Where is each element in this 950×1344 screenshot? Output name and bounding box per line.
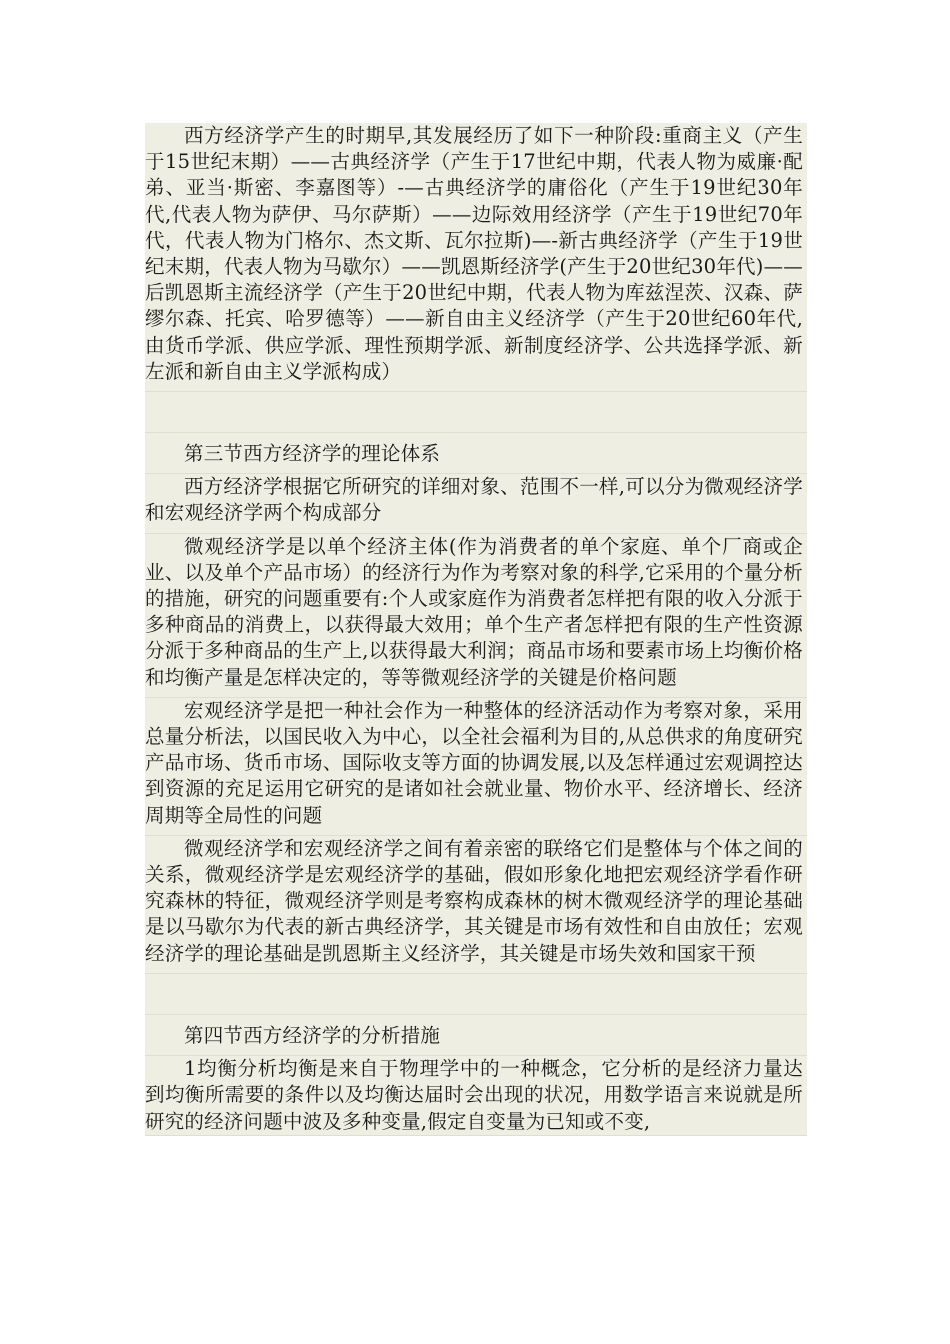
document-body (145, 123, 807, 1136)
section4-heading: 第四节西方经济学的分析措施 (145, 1015, 807, 1056)
section-spacer (145, 974, 807, 1015)
section3-heading: 第三节西方经济学的理论体系 (145, 433, 807, 474)
section4-paragraph-1: 1均衡分析均衡是来自于物理学中的一种概念，它分析的是经济力量达到均衡所需要的条件以及均衡达届时会出现的状况，用数学语言来说就是所研究的经济问题中波及多种变量,假定自变量为已知或不变, (145, 1056, 807, 1136)
section3-paragraph-3: 宏观经济学是把一种社会作为一种整体的经济活动作为考察对象，采用总量分析法，以国民收入为中心，以全社会福利为目的,从总供求的角度研究产品市场、货币市场、国际收支等方面的协调发展,以及怎样通过宏观调控达到资源的充足运用它研究的是诸如社会就业量、物价水平、经济增长、经济周期等全局性的问题 (145, 698, 807, 836)
section3-paragraph-1: 西方经济学根据它所研究的详细对象、范围不一样,可以分为微观经济学和宏观经济学两个构成部分 (145, 474, 807, 533)
section3-paragraph-4: 微观经济学和宏观经济学之间有着亲密的联络它们是整体与个体之间的关系，微观经济学是宏观经济学的基础，假如形象化地把宏观经济学看作研究森林的特征，微观经济学则是考察构成森林的树木微观经济学的理论基础是以马歇尔为代表的新古典经济学，其关键是市场有效性和自由放任；宏观经济学的理论基础是凯恩斯主义经济学，其关键是市场失效和国家干预 (145, 836, 807, 974)
section-spacer (145, 392, 807, 433)
section3-paragraph-2: 微观经济学是以单个经济主体(作为消费者的单个家庭、单个厂商或企业、以及单个产品市场）的经济行为作为考察对象的科学,它采用的个量分析的措施，研究的问题重要有:个人或家庭作为消费者怎样把有限的收入分派于多种商品的消费上，以获得最大效用；单个生产者怎样把有限的生产性资源分派于多种商品的生产上,以获得最大利润；商品市场和要素市场上均衡价格和均衡产量是怎样决定的，等等微观经济学的关键是价格问题 (145, 534, 807, 698)
intro-paragraph: 西方经济学产生的时期早,其发展经历了如下一种阶段:重商主义（产生于15世纪末期）——古典经济学（产生于17世纪中期，代表人物为威廉·配弟、亚当·斯密、李嘉图等）-—古典经济学的庸俗化（产生于19世纪30年代,代表人物为萨伊、马尔萨斯）——边际效用经济学（产生于19世纪70年代，代表人物为门格尔、杰文斯、瓦尔拉斯)—-新古典经济学（产生于19世纪末期，代表人物为马歇尔）——凯恩斯经济学(产生于20世纪30年代)——后凯恩斯主流经济学（产生于20世纪中期，代表人物为库兹涅茨、汉森、萨缪尔森、托宾、哈罗德等）——新自由主义经济学（产生于20世纪60年代,由货币学派、供应学派、理性预期学派、新制度经济学、公共选择学派、新左派和新自由主义学派构成） (145, 123, 807, 392)
